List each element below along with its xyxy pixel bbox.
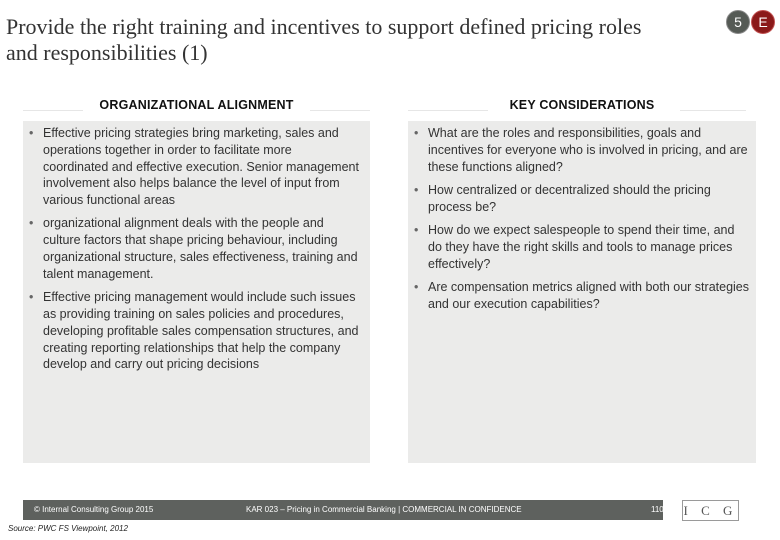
icg-logo: I C G: [682, 500, 739, 521]
list-item: [24, 289, 360, 373]
list-item: [409, 222, 749, 272]
key-considerations-list: [409, 125, 749, 319]
list-item: [24, 125, 360, 209]
bullet-text: organizational alignment deals with the people and culture factors that shape pricing behaviour, including organizational structure, sales effectiveness, training and talent management.: [43, 216, 358, 281]
left-heading-rule-right: [310, 110, 370, 111]
list-item: [24, 215, 360, 282]
section-number-badge: 5: [726, 10, 750, 34]
footer-document-label: KAR 023 – Pricing in Commercial Banking | COMMERCIAL IN CONFIDENCE: [246, 505, 522, 514]
bullet-text: How do we expect salespeople to spend their time, and do they have the right skills and tools to manage prices effectively?: [428, 222, 735, 271]
section-letter-badge: E: [751, 10, 775, 34]
bullet-text: Are compensation metrics aligned with both our strategies and our execution capabilities?: [428, 279, 749, 311]
list-item: [409, 182, 749, 216]
bullet-icon: •: [414, 222, 419, 237]
slide-title: Provide the right training and incentives to support defined pricing roles and responsibilities (1): [6, 14, 642, 65]
list-item: [409, 125, 749, 175]
bullet-text: Effective pricing strategies bring marketing, sales and operations together in order to facilitate more coordinated and effective execution. Senior management involvement also helps balance the level of input from various functional areas: [43, 126, 359, 208]
page-number: 110: [651, 505, 664, 514]
left-column-heading: ORGANIZATIONAL ALIGNMENT: [99, 98, 294, 112]
right-column-heading: KEY CONSIDERATIONS: [509, 98, 655, 112]
left-heading-rule-left: [23, 110, 83, 111]
bullet-icon: •: [29, 290, 34, 305]
right-heading-rule-left: [408, 110, 488, 111]
bullet-icon: •: [414, 126, 419, 140]
bullet-text: What are the roles and responsibilities, goals and incentives for everyone who is involved in pricing, and are these functions aligned?: [428, 126, 748, 174]
footer-copyright: © Internal Consulting Group 2015: [34, 505, 154, 514]
right-heading-rule-right: [680, 110, 746, 111]
source-note: Source: PWC FS Viewpoint, 2012: [8, 524, 128, 533]
list-item: [409, 279, 749, 313]
bullet-text: How centralized or decentralized should the pricing process be?: [428, 182, 711, 214]
bullet-icon: •: [29, 126, 34, 140]
organizational-alignment-list: [24, 125, 360, 380]
bullet-icon: •: [414, 279, 419, 294]
bullet-icon: •: [414, 182, 419, 197]
bullet-text: Effective pricing management would include such issues as providing training on sales policies and procedures, developing profitable sales compensation structures, and creating reporting relationships that help the company develop and carry out pricing decisions: [43, 290, 359, 372]
bullet-icon: •: [29, 216, 34, 231]
